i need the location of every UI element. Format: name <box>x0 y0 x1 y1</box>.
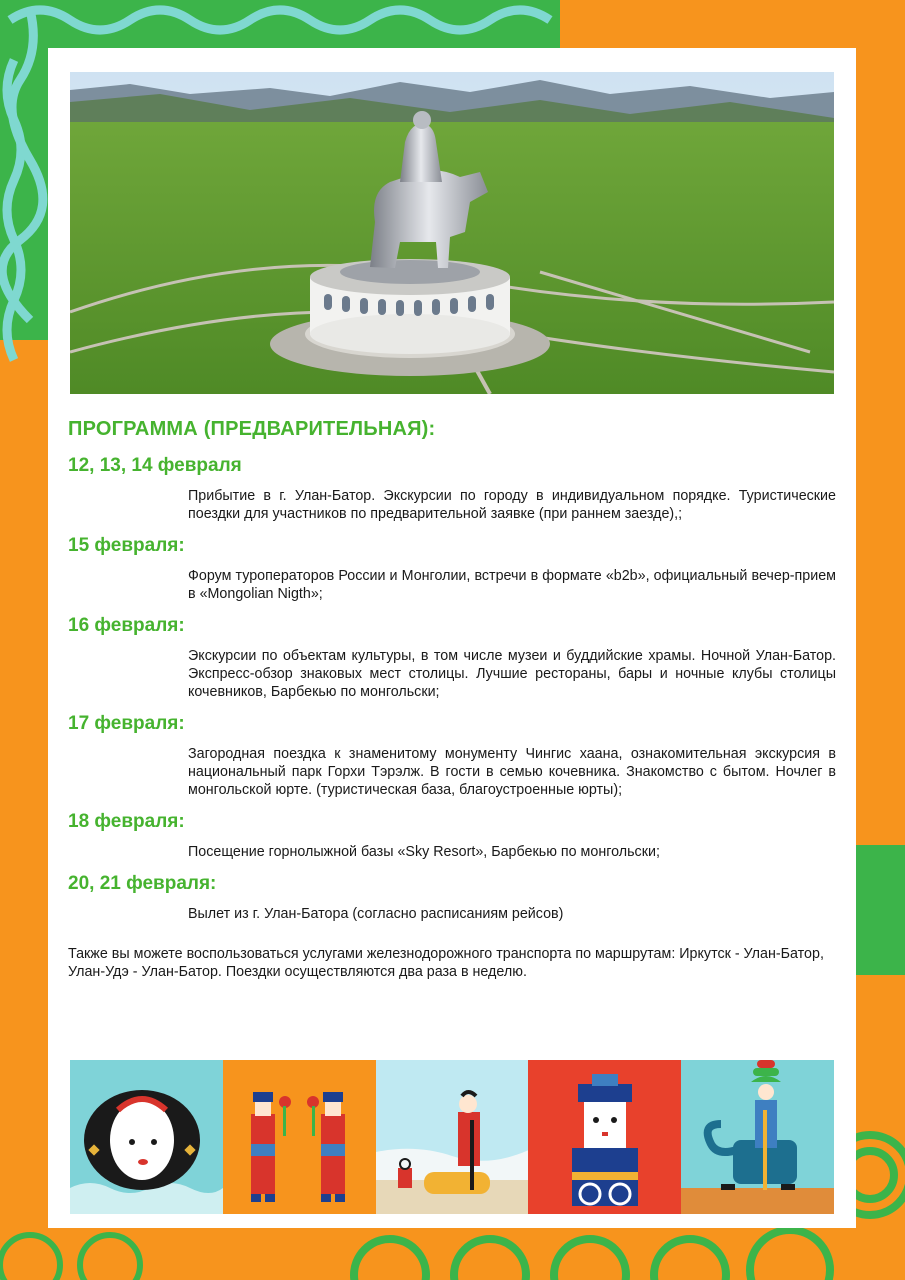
day-date: 16 февраля: <box>68 615 185 636</box>
day-date: 17 февраля: <box>68 713 185 734</box>
illustration-strip <box>70 1060 834 1214</box>
two-figures-with-flowers-illustration <box>223 1060 376 1214</box>
program-day <box>68 873 836 923</box>
day-description: Загородная поездка к знаменитому монументу Чингис хаана, ознакомительная экскурсия в национальный парк Горхи Тэрэлж. В гости в семью кочевника. Знакомство с бытом. Ночлег в монгольской юрте. (туристическая база, благоустроенные юрты); <box>188 746 836 798</box>
statue-photo-illustration <box>70 72 834 394</box>
program-day <box>68 615 836 701</box>
program-day <box>68 713 836 799</box>
program-section <box>68 418 836 981</box>
day-description: Прибытие в г. Улан-Батор. Экскурсии по городу в индивидуальном порядке. Туристические поездки для участников по предварительной заявке (при раннем заезде),; <box>188 488 836 522</box>
content-card <box>48 48 856 1228</box>
hero-image <box>70 72 834 394</box>
program-day <box>68 455 836 523</box>
program-day <box>68 535 836 603</box>
day-description: Вылет из г. Улан-Батора (согласно расписаниям рейсов) <box>188 906 564 922</box>
warrior-illustration <box>528 1060 681 1214</box>
woman-portrait-illustration <box>70 1060 223 1214</box>
day-date: 15 февраля: <box>68 535 185 556</box>
day-date: 18 февраля: <box>68 811 185 832</box>
woman-carrying-bowls-illustration <box>681 1060 834 1214</box>
day-description: Посещение горнолыжной базы «Sky Resort», Барбекью по монгольски; <box>188 844 660 860</box>
day-date: 20, 21 февраля: <box>68 873 217 894</box>
railway-note: Также вы можете воспользоваться услугами железнодорожного транспорта по маршрутам: Иркутск - Улан-Батор, Улан-Удэ - Улан-Батор. Поездки осуществляются два раза в неделю. <box>68 946 824 980</box>
program-title: ПРОГРАММА (ПРЕДВАРИТЕЛЬНАЯ): <box>68 418 436 440</box>
day-description: Форум туроператоров России и Монголии, встречи в формате «b2b», официальный вечер-прием в «Mongolian Nigth»; <box>188 568 836 602</box>
day-date: 12, 13, 14 февраля <box>68 455 242 476</box>
day-description: Экскурсии по объектам культуры, в том числе музеи и буддийские храмы. Ночной Улан-Батор. Экспресс-обзор знаковых мест столицы. Лучшие рестораны, бары и ночные клубы столицы кочевников, Барбекью по монгольски; <box>188 648 836 700</box>
program-day <box>68 811 836 861</box>
reclining-figure-illustration <box>376 1060 529 1214</box>
